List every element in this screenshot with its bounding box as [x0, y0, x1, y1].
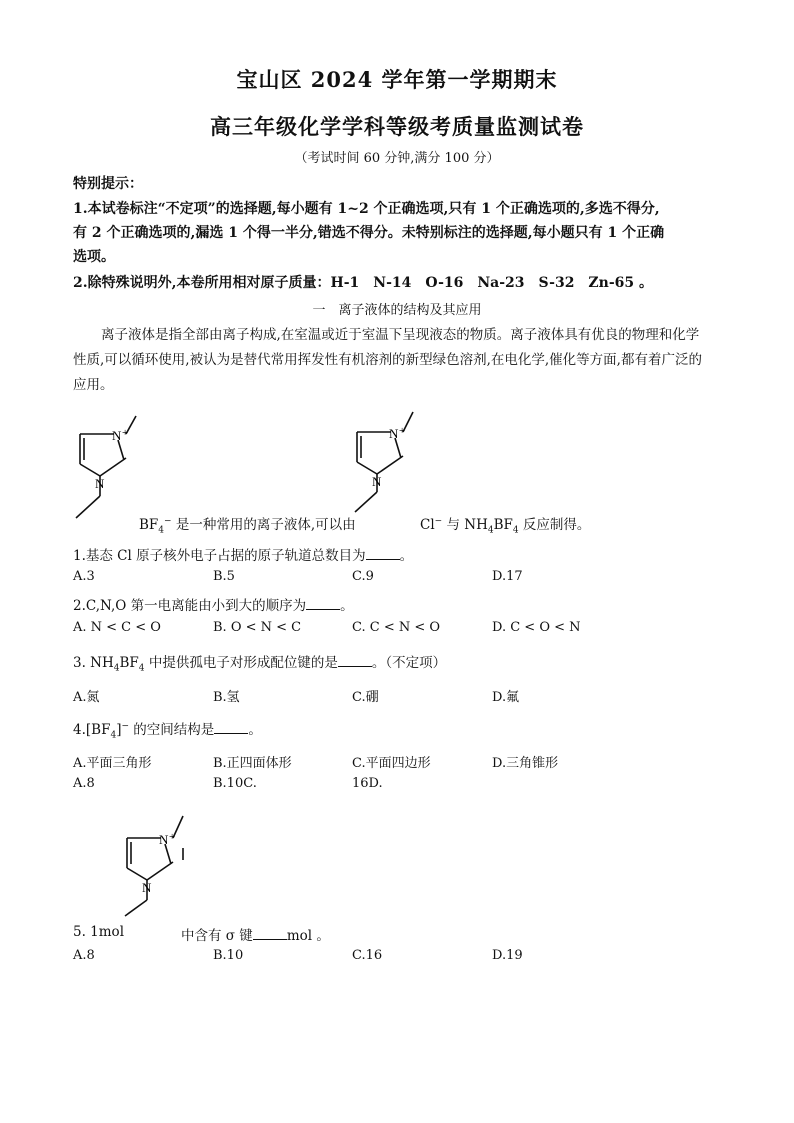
answer-blank [338, 656, 372, 667]
stray-option-text: 16D. [352, 776, 383, 791]
exam-time-note: （考试时间 60 分钟,满分 100 分） [294, 151, 500, 166]
option-c: C.平面四边形 [352, 756, 431, 771]
stray-option-text: A.8 [73, 776, 95, 791]
section-title: 一 离子液体的结构及其应用 [312, 303, 482, 318]
nitrogen-label: N [142, 880, 152, 895]
section-paragraph-line-1: 离子液体是指全部由离子构成,在室温或近于室温下呈现液态的物质。离子液体具有优良的物理和化学 [101, 327, 700, 343]
intro-text-2: Cl− 与 $NH_4BF_4$ 反应制得。 [420, 516, 591, 536]
option-c: C.硼 [352, 690, 379, 705]
option-b: B. O < N < C [213, 620, 302, 635]
option-b: B.10 [213, 948, 244, 963]
option-a: A.3 [73, 569, 95, 584]
option-d: D.17 [492, 569, 523, 584]
imidazolium-structure-1 [68, 412, 158, 522]
notice-heading: 特别提示： [73, 176, 143, 192]
answer-blank [306, 599, 340, 610]
charge-label: + [399, 425, 406, 437]
question-4-stem: $4.[BF_4]^-$ 的空间结构是 。 [73, 721, 262, 741]
option-d: D.氟 [492, 690, 520, 705]
notice-line-3: 选项。 [73, 249, 115, 265]
option-a: A. N < C < O [73, 620, 161, 635]
answer-blank [366, 549, 400, 560]
imidazolium-structure-2 [345, 404, 435, 514]
option-d: D.19 [492, 948, 523, 963]
stray-option-text: B.10C. [213, 776, 257, 791]
answer-blank [253, 929, 287, 940]
option-b: B.正四面体形 [213, 756, 292, 771]
notice-line-2: 有 2 个正确选项的,漏选 1 个得一半分,错选不得分。未特别标注的选择题,每小题只有 1 个正确 [73, 225, 665, 241]
exam-title: 宝山区 2024 学年第一学期期末 [236, 67, 558, 92]
imidazolium-structure-3 [115, 808, 205, 918]
nitrogen-label: N [372, 474, 382, 489]
question-5-stem-start: 5. 1mol [73, 924, 125, 940]
option-c: C.16 [352, 948, 383, 963]
question-1-stem: 1.基态 Cl 原子核外电子占据的原子轨道总数目为 。 [73, 548, 414, 564]
charge-label: + [122, 427, 129, 439]
notice-line-4: 2.除特殊说明外,本卷所用相对原子质量：H-1 N-14 O-16 Na-23 S-32 Zn-65 。 [73, 275, 654, 291]
option-a: A.氮 [73, 690, 100, 705]
charge-label: + [169, 831, 176, 843]
option-c: C. C < N < O [352, 620, 441, 635]
answer-blank [214, 723, 248, 734]
option-c: C.9 [352, 569, 374, 584]
question-2-stem: 2.C,N,O 第一电离能由小到大的顺序为 。 [73, 598, 354, 614]
nitrogen-label: N [159, 832, 169, 847]
option-a: A.8 [73, 948, 95, 963]
intro-text-1: $BF_4^-$ 是一种常用的离子液体,可以由 [139, 516, 356, 536]
section-paragraph-line-2: 性质,可以循环使用,被认为是替代常用挥发性有机溶剂的新型绿色溶剂,在电化学,催化等方面,都有着广泛的 [73, 352, 702, 368]
nitrogen-label: N [95, 476, 105, 491]
notice-line-1: 1.本试卷标注“不定项”的选择题,每小题有 1~2 个正确选项,只有 1 个正确选项的,多选不得分, [73, 201, 660, 217]
option-d: D.三角锥形 [492, 756, 559, 771]
nitrogen-label: N [112, 428, 122, 443]
section-paragraph-line-3: 应用。 [73, 377, 114, 393]
exam-subtitle: 高三年级化学学科等级考质量监测试卷 [210, 114, 584, 139]
option-b: B.氢 [213, 690, 240, 705]
option-a: A.平面三角形 [73, 756, 152, 771]
question-3-stem: 3. $NH_4BF_4$ 中提供孤电子对形成配位键的是 。（不定项） [73, 655, 447, 674]
option-d: D. C < O < N [492, 620, 581, 635]
nitrogen-label: N [389, 426, 399, 441]
question-5-stem-end: 中含有 σ 键 mol 。 [181, 928, 330, 944]
option-b: B.5 [213, 569, 235, 584]
